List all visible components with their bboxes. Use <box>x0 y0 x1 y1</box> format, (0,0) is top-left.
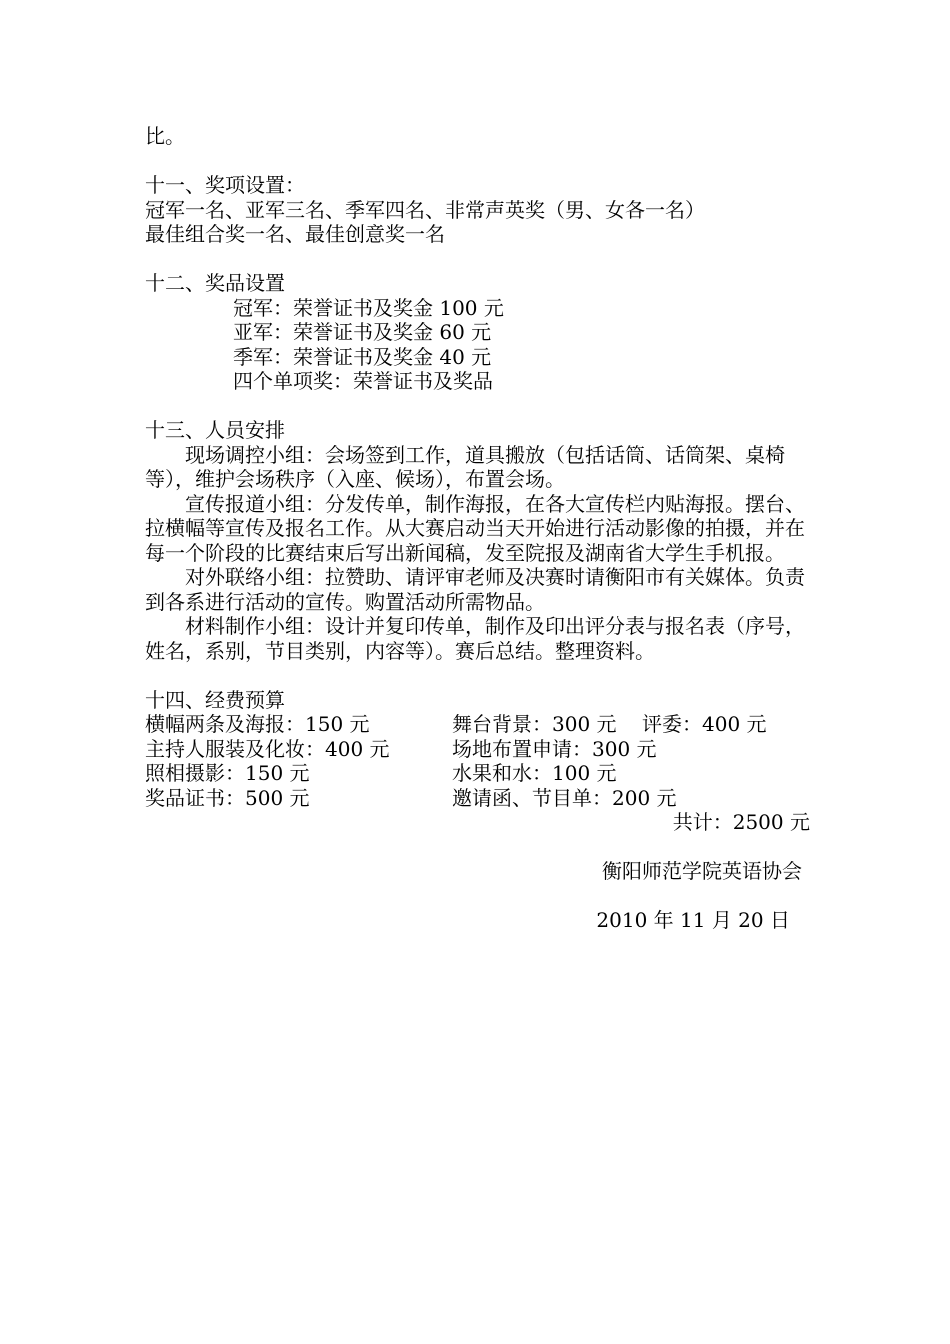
budget-item: 水果和水：100 元 <box>452 761 617 785</box>
date: 2010 年 11 月 20 日 <box>596 908 790 932</box>
prize-item: 四个单项奖：荣誉证书及奖品 <box>233 369 493 393</box>
staff-paragraph: 对外联络小组：拉赞助、请评审老师及决赛时请衡阳市有关媒体。负责到各系进行活动的宣传。购置活动所需物品。 <box>145 565 805 614</box>
staff-paragraph: 宣传报道小组：分发传单，制作海报，在各大宣传栏内贴海报。摆台、拉横幅等宣传及报名工作。从大赛启动当天开始进行活动影像的拍摄，并在每一个阶段的比赛结束后写出新闻稿，发至院报及湖南省大学生手机报。 <box>145 491 805 565</box>
prize-item: 亚军：荣誉证书及奖金 60 元 <box>233 320 492 344</box>
budget-row <box>145 737 810 762</box>
budget-item: 评委：400 元 <box>642 712 767 736</box>
section-13-heading: 十三、人员安排 <box>145 418 285 442</box>
budget-item: 主持人服装及化妆：400 元 <box>145 736 390 761</box>
budget-row <box>145 786 810 811</box>
prize-item: 季军：荣誉证书及奖金 40 元 <box>233 344 492 369</box>
signature: 衡阳师范学院英语协会 <box>602 859 802 883</box>
section-12-heading: 十二、奖品设置 <box>145 271 285 295</box>
budget-total: 共计：2500 元 <box>672 810 810 834</box>
budget-item: 场地布置申请：300 元 <box>452 736 657 761</box>
section-11-line: 最佳组合奖一名、最佳创意奖一名 <box>145 222 445 246</box>
section-14-heading: 十四、经费预算 <box>145 687 285 712</box>
budget-item: 奖品证书：500 元 <box>145 785 310 810</box>
budget-row <box>145 712 810 737</box>
budget-item: 照相摄影：150 元 <box>145 761 310 785</box>
prize-item: 冠军：荣誉证书及奖金 100 元 <box>233 295 504 320</box>
opening-fragment: 比。 <box>145 124 185 148</box>
budget-row <box>145 761 810 786</box>
budget-item: 舞台背景：300 元 <box>452 712 617 736</box>
document-body <box>145 124 810 933</box>
staff-paragraph: 现场调控小组：会场签到工作，道具搬放（包括话筒、话筒架、桌椅等），维护会场秩序（入座、候场），布置会场。 <box>145 442 785 491</box>
section-11-heading: 十一、奖项设置： <box>145 173 305 197</box>
section-11-line: 冠军一名、亚军三名、季军四名、非常声英奖（男、女各一名） <box>145 197 705 222</box>
budget-item: 邀请函、节目单：200 元 <box>452 785 677 810</box>
staff-paragraph: 材料制作小组：设计并复印传单，制作及印出评分表与报名表（序号，姓名，系别，节目类别，内容等）。赛后总结。整理资料。 <box>145 614 805 663</box>
budget-item: 横幅两条及海报：150 元 <box>145 712 370 736</box>
